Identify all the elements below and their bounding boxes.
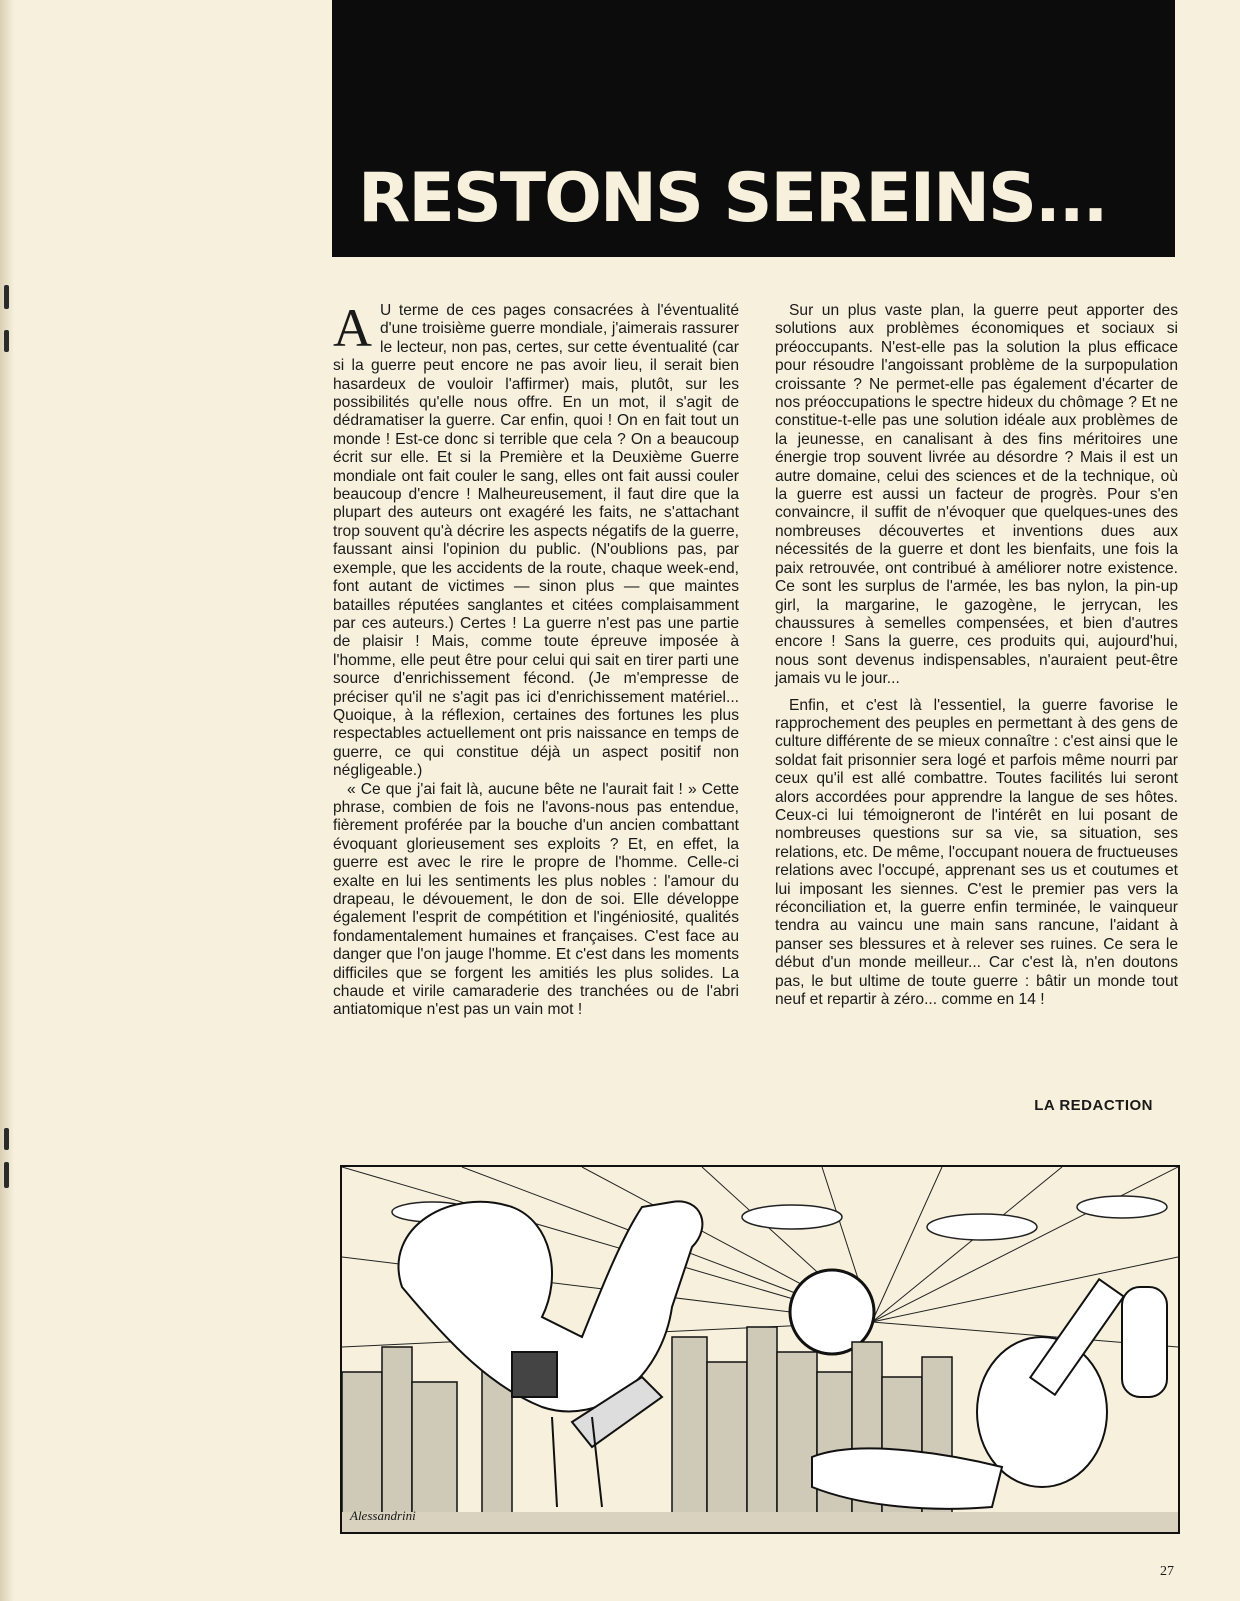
article-paragraph: Sur un plus vaste plan, la guerre peut apporter des solutions aux problèmes économiques et sociaux si préoccupants. N'est-elle pas la solution la plus efficace pour résoudre l'angoissant problème de la surpopulation croissante ? Ne permet-elle pas également d'écarter de nos préoccupations le spectre hideux du chômage ? Et ne constitue-t-elle pas une solution idéale aux problèmes de la jeunesse, en canalisant à des fins méritoires une énergie trop souvent livrée au désordre ? Mais il est un autre domaine, celui des sciences et de la technique, où la guerre est aussi un facteur de progrès. Pour s'en convaincre, il suffit de n'évoquer que quelques-unes des nombreuses découvertes et inventions dues aux nécessités de la guerre et dont les bienfaits, une fois la paix retrouvée, ont contribué à améliorer notre existence. Ce sont les surplus de l'armée, les bas nylon, la pin-up girl, la margarine, le gazogène, le jerrycan, les chaussures à semelles compensées, et bien d'autres encore ! Sans la guerre, ces produits qui, aujourd'hui, nous sont devenus indispensables, n'auraient peut-être jamais vu le jour... xyxy=(775,302,1178,688)
article-title: RESTONS SEREINS... xyxy=(358,159,1107,238)
article-column-left xyxy=(333,298,739,1020)
page-edge xyxy=(0,0,14,1601)
binding-mark xyxy=(4,1162,9,1188)
drop-cap: A xyxy=(333,298,372,358)
paragraph-text: U terme de ces pages consacrées à l'éventualité d'une troisième guerre mondiale, j'aimerais rassurer le lecteur, non pas, certes, sur cette éventualité (car si la guerre peut encore ne pas avoir lieu, il serait bien hasardeux de vouloir l'affirmer) mais, plutôt, sur les possibilités qu'elle nous offre. En un mot, il s'agit de dédramatiser la guerre. Car enfin, quoi ! On en fait tout un monde ! Est-ce donc si terrible que cela ? On a beaucoup écrit sur elle. Et si la Première et la Deuxième Guerre mondiale ont fait couler le sang, elles ont fait aussi couler beaucoup d'encre ! Malheureusement, il faut dire que la plupart des auteurs ont exagéré les faits, ne s'attachant trop souvent qu'à décrire les aspects négatifs de la guerre, faussant ainsi l'opinion du public. (N'oublions pas, par exemple, que les accidents de la route, chaque week-end, font autant de victimes — sinon plus — que maintes batailles réputées sanglantes et citées complaisamment par ces auteurs.) Certes ! La guerre n'est pas une partie de plaisir ! Mais, comme toute épreuve imposée à l'homme, elle peut être pour celui qui sait en tirer parti une source d'enrichissement fécond. (Je m'empresse de préciser qu'il ne s'agit pas ici d'enrichissement matériel... Quoique, à la réflexion, certaines des fortunes les plus respectables actuellement ont pris naissance en temps de guerre, ce qui constitue déjà un aspect positif non négligeable.) xyxy=(333,302,739,780)
article-paragraph: Enfin, et c'est là l'essentiel, la guerre favorise le rapprochement des peuples en permettant à des gens de culture différente de se mieux connaître : c'est ainsi que le soldat fait prisonnier sera logé et parfois même nourri par ceux qu'il est allé combattre. Toutes facilités lui seront alors accordées pour apprendre la langue de ses hôtes. Ceux-ci lui témoigneront de l'intérêt en lui posant de nombreuses questions sur sa vie, sa situation, ses relations, etc. De même, l'occupant nouera de fructueuses relations avec l'occupé, apprenant ses us et coutumes et lui imposant les siennes. C'est le premier pas vers la réconciliation et, la guerre enfin terminée, le vainqueur tendra au vaincu une main sans rancune, l'aidant à panser ses blessures et à relever ses ruines. Ce sera le début d'un monde meilleur... Car c'est là, n'en doutons pas, le but ultime de toute guerre : bâtir un monde tout neuf et repartir à zéro... comme en 14 ! xyxy=(775,696,1178,1009)
article-paragraph xyxy=(333,298,739,781)
binding-mark xyxy=(4,1128,9,1150)
rooster-war-drawing xyxy=(342,1167,1178,1532)
binding-mark xyxy=(4,285,9,309)
page-number: 27 xyxy=(1160,1564,1174,1579)
header-banner xyxy=(332,0,1175,257)
artist-signature: Alessandrini xyxy=(350,1508,416,1523)
article-column-right xyxy=(775,302,1178,1009)
article-paragraph: « Ce que j'ai fait là, aucune bête ne l'aurait fait ! » Cette phrase, combien de fois ne l'avons-nous pas entendue, fièrement proférée par la bouche d'un ancien combattant évoquant glorieusement ses exploits ? Et, en effet, la guerre est avec le rire le propre de l'homme. Celle-ci exalte en lui les sentiments les plus nobles : l'amour du drapeau, le dévouement, le don de soi. Elle développe également l'esprit de compétition et l'ingéniosité, qualités fondamentalement humaines et françaises. C'est face au danger que l'on jauge l'homme. Et c'est dans les moments difficiles que se forgent les amitiés les plus solides. La chaude et virile camaraderie des tranchées ou de l'abri antiatomique n'est pas un vain mot ! xyxy=(333,780,739,1019)
article-signature: LA REDACTION xyxy=(1034,1097,1153,1114)
illustration xyxy=(340,1165,1180,1534)
binding-mark xyxy=(4,330,9,352)
